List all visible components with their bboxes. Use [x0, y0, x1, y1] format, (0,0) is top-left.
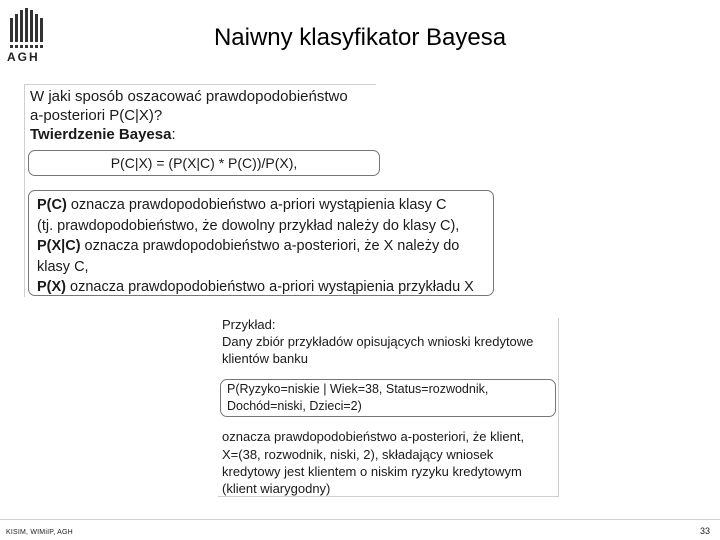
question-line-2: a-posteriori P(C|X)?: [30, 107, 163, 124]
panel-border-top: [24, 84, 376, 85]
definition-px: [37, 277, 493, 298]
example-intro-2: klientów banku: [222, 351, 308, 366]
page-number: 33: [700, 526, 711, 536]
pxc-text: oznacza prawdopodobieństwo a-posteriori, że X należy do: [80, 238, 460, 254]
bayes-formula-box: P(C|X) = (P(X|C) * P(C))/P(X),: [28, 150, 380, 176]
definition-pxc: [37, 236, 493, 257]
condition-line-2: Dochód=niski, Dzieci=2): [227, 399, 362, 413]
example-explanation-4: (klient wiarygodny): [222, 481, 331, 496]
pc-symbol: P(C): [37, 197, 67, 213]
example-intro-1: Dany zbiór przykładów opisujących wnioski kredytowe: [222, 334, 534, 349]
example-condition-box: [220, 379, 556, 417]
footer-institution: KISIM, WIMiIP, AGH: [6, 529, 73, 536]
theorem-label: Twierdzenie Bayesa: [30, 126, 172, 143]
px-symbol: P(X): [37, 279, 66, 295]
example-explanation-1: oznacza prawdopodobieństwo a-posteriori, że klient,: [222, 429, 525, 444]
page-title: Naiwny klasyfikator Bayesa: [213, 24, 507, 51]
example-heading: Przykład:: [222, 317, 276, 332]
question-line-1: W jaki sposób oszacować prawdopodobieństwo: [30, 88, 348, 105]
condition-line-1: P(Ryzyko=niskie | Wiek=38, Status=rozwodnik,: [227, 382, 489, 396]
pxc-symbol: P(X|C): [37, 238, 81, 254]
footer-divider: [0, 519, 720, 520]
definitions-box: [28, 190, 494, 296]
theorem-colon: :: [171, 126, 176, 143]
example-explanation-2: X=(38, rozwodnik, niski, 2), składający wniosek: [222, 447, 494, 462]
definition-pxc-cont: klasy C,: [37, 258, 89, 275]
panel-border-left: [24, 84, 25, 297]
pc-text: oznacza prawdopodobieństwo a-priori wystąpienia klasy C: [66, 197, 447, 213]
example-explanation-3: kredytowy jest klientem o niskim ryzyku kredytowym: [222, 464, 522, 479]
definition-pc-note: (tj. prawdopodobieństwo, że dowolny przykład należy do klasy C),: [37, 217, 460, 234]
logo-text: AGH: [7, 50, 40, 64]
px-text: oznacza prawdopodobieństwo a-priori wystąpienia przykładu X: [66, 279, 474, 295]
definition-pc: [37, 195, 493, 216]
theorem-heading: [30, 125, 176, 144]
